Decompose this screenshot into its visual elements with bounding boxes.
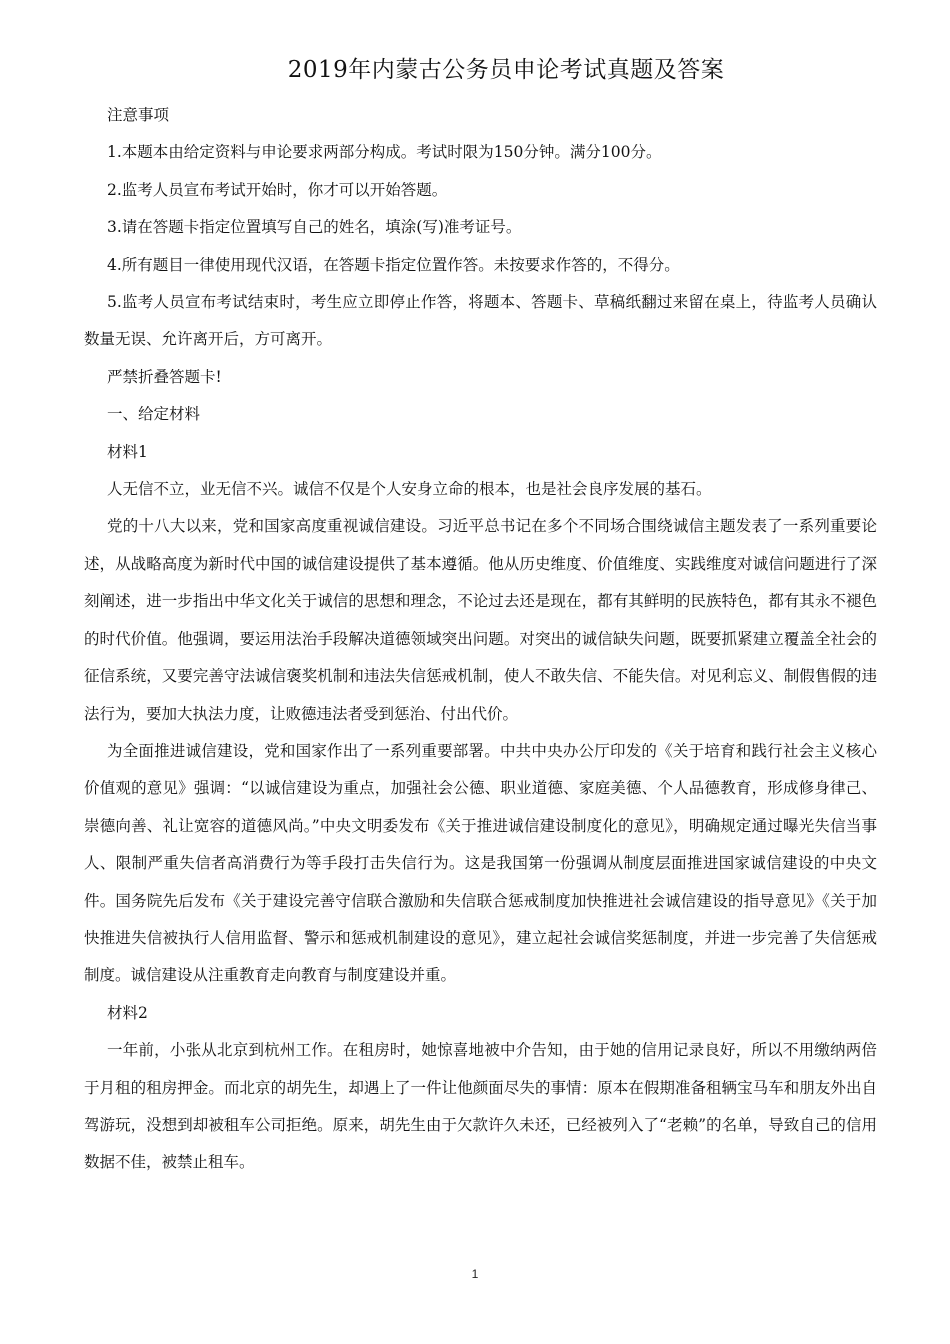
warning-text: 严禁折叠答题卡! [107,367,222,386]
material-heading: 材料2 [107,1003,148,1022]
document-title: 2019年内蒙古公务员申论考试真题及答案 [287,57,725,83]
material-heading: 材料1 [107,442,148,461]
material-paragraph: 党的十八大以来，党和国家高度重视诚信建设。习近平总书记在多个不同场合围绕诚信主题发表了一系列重要论述，从战略高度为新时代中国的诚信建设提供了基本遵循。他从历史维度、价值维度、实践维度对诚信问题进行了深刻阐述，进一步指出中华文化关于诚信的思想和理念，不论过去还是现在，都有其鲜明的民族特色，都有其永不褪色的时代价值。他强调，要运用法治手段解决道德领域突出问题。对突出的诚信缺失问题，既要抓紧建立覆盖全社会的征信系统，又要完善守法诚信褒奖机制和违法失信惩戒机制，使人不敢失信、不能失信。对见利忘义、制假售假的违法行为，要加大执法力度，让败德违法者受到惩治、付出代价。 [84,517,877,723]
section-heading: 一、给定材料 [107,405,201,424]
page-number: 1 [471,1267,479,1281]
material-paragraph: 人无信不立，业无信不兴。诚信不仅是个人安身立命的根本，也是社会良序发展的基石。 [107,480,712,499]
notice-item: 2.监考人员宣布考试开始时，你才可以开始答题。 [107,180,448,199]
notice-item: 3.请在答题卡指定位置填写自己的姓名，填涂(写)准考证号。 [107,218,522,237]
material-paragraph: 为全面推进诚信建设，党和国家作出了一系列重要部署。中共中央办公厅印发的《关于培育和践行社会主义核心价值观的意见》强调：“以诚信建设为重点，加强社会公德、职业道德、家庭美德、个人品德教育，形成修身律己、崇德向善、礼让宽容的道德风尚。”中央文明委发布《关于推进诚信建设制度化的意见》，明确规定通过曝光失信当事人、限制严重失信者高消费行为等手段打击失信行为。这是我国第一份强调从制度层面推进国家诚信建设的中央文件。国务院先后发布《关于建设完善守信联合激励和失信联合惩戒制度加快推进社会诚信建设的指导意见》《关于加快推进失信被执行人信用监督、警示和惩戒机制建设的意见》，建立起社会诚信奖惩制度，并进一步完善了失信惩戒制度。诚信建设从注重教育走向教育与制度建设并重。 [84,741,877,985]
material-paragraph: 一年前，小张从北京到杭州工作。在租房时，她惊喜地被中介告知，由于她的信用记录良好，所以不用缴纳两倍于月租的租房押金。而北京的胡先生，却遇上了一件让他颜面尽失的事情：原本在假期准备租辆宝马车和朋友外出自驾游玩，没想到却被租车公司拒绝。原来，胡先生由于欠款许久未还，已经被列入了“老赖”的名单，导致自己的信用数据不佳，被禁止租车。 [84,1041,877,1172]
notice-item: 5.监考人员宣布考试结束时，考生应立即停止作答，将题本、答题卡、草稿纸翻过来留在桌上，待监考人员确认数量无误、允许离开后，方可离开。 [84,293,877,349]
notice-heading: 注意事项 [107,106,170,124]
notice-item: 4.所有题目一律使用现代汉语，在答题卡指定位置作答。未按要求作答的，不得分。 [107,255,680,274]
document-body [84,97,877,1182]
notice-item: 1.本题本由给定资料与申论要求两部分构成。考试时限为150分钟。满分100分。 [107,143,662,162]
